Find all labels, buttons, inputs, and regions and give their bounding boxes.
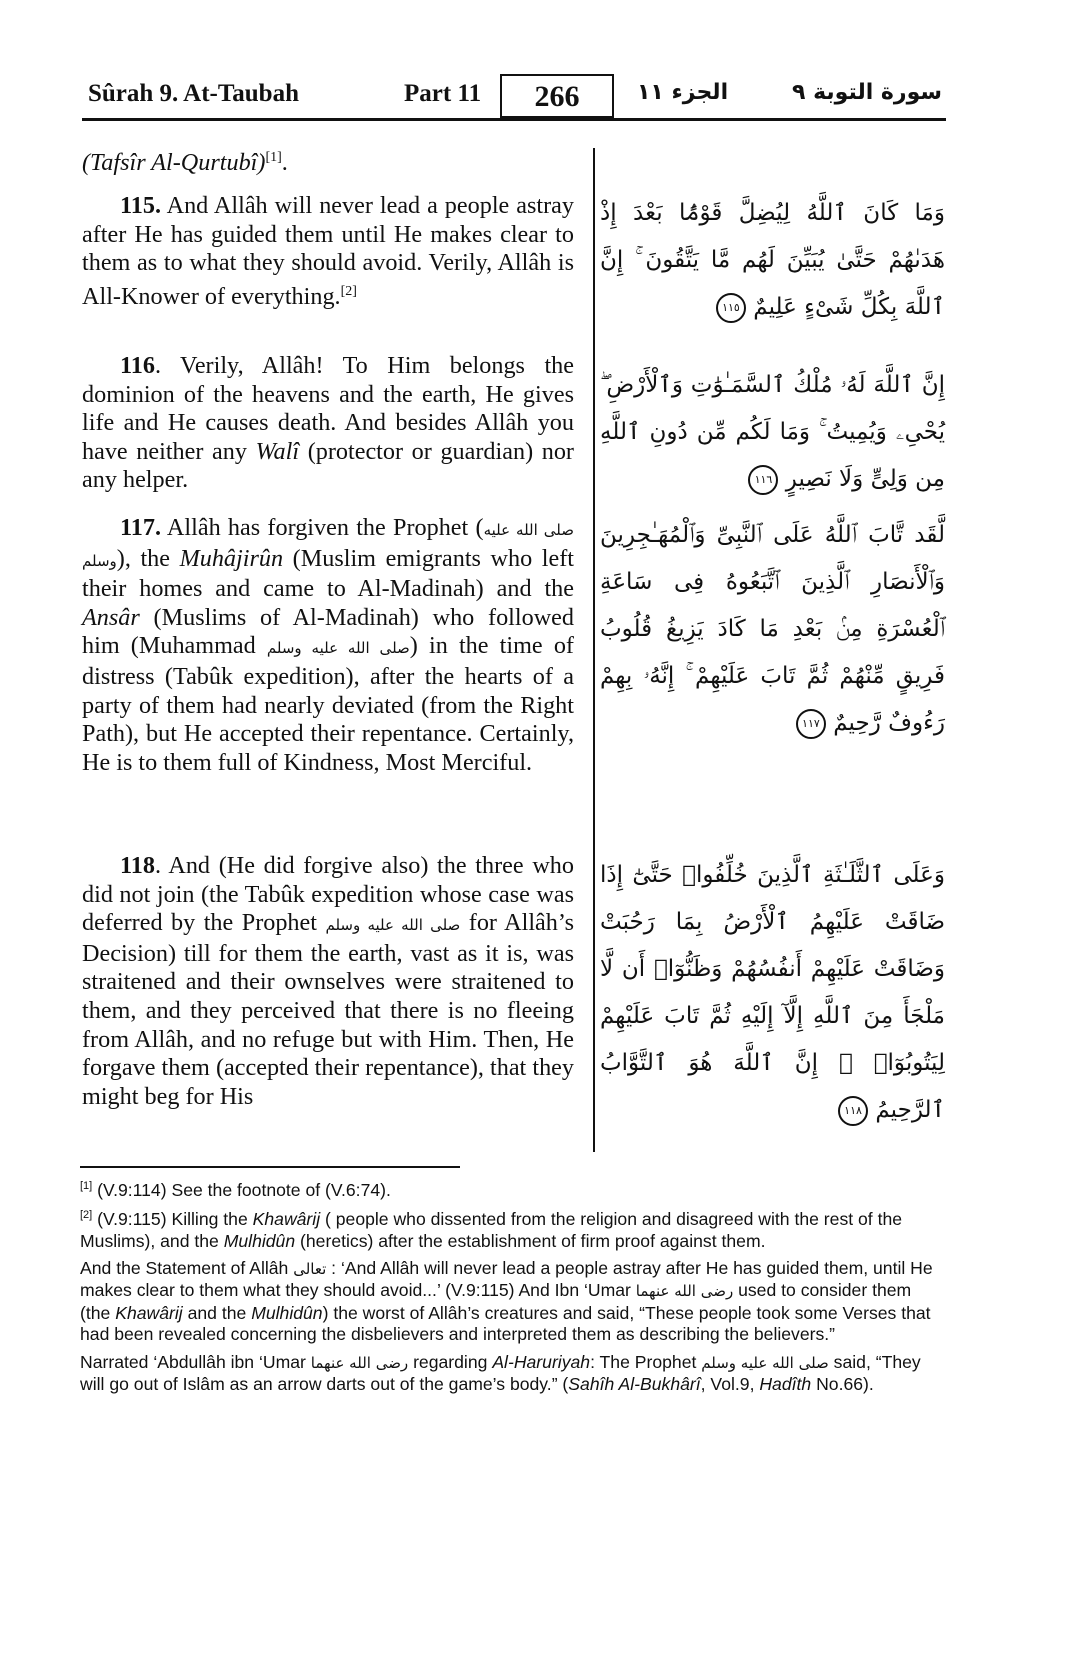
verse-115-arabic: وَمَا كَانَ ٱللَّهُ لِيُضِلَّ قَوْمًۢا بَعْدَ إِذْ هَدَىٰهُمْ حَتَّىٰ يُبَيِّنَ لَهُم مَّا يَتَّقُونَ ۚ إِنَّ ٱللَّهَ بِكُلِّ شَىْءٍ عَلِيمٌ ١١٥ bbox=[600, 190, 945, 331]
ayah-end-marker: ١١٥ bbox=[716, 293, 746, 323]
footnote-ref: [2] bbox=[340, 283, 357, 299]
juz-label-ar: الجزء ١١ bbox=[637, 80, 729, 105]
footnote-2-hadith: Narrated ‘Abdullâh ibn ‘Umar رضى الله عنهما regarding Al-Haruriyah: The Prophet صلى الله عليه وسلم said, “They will go out of Islâm as an arrow darts out of the game’s body.” (Sahîh Al-Bukhârî, Vol.9, Hadîth No.66). bbox=[80, 1351, 921, 1394]
salawat-glyph: صلى الله عليه وسلم bbox=[82, 521, 574, 570]
ayah-end-marker: ١١٦ bbox=[748, 465, 778, 495]
footnote-1: [1] (V.9:114) See the footnote of (V.6:74). bbox=[80, 1179, 391, 1200]
ayah-end-marker: ١١٨ bbox=[838, 1096, 868, 1126]
verse-117-arabic: لَّقَد تَّابَ ٱللَّهُ عَلَى ٱلنَّبِىِّ وَٱلْمُهَـٰجِرِينَ وَٱلْأَنصَارِ ٱلَّذِينَ ٱتَّبَعُوهُ فِى سَاعَةِ ٱلْعُسْرَةِ مِنۢ بَعْدِ مَا كَادَ يَزِيغُ قُلُوبُ فَرِيقٍ مِّنْهُمْ ثُمَّ تَابَ عَلَيْهِمْ ۚ إِنَّهُۥ بِهِمْ رَءُوفٌ رَّحِيمٌ ١١٧ bbox=[600, 512, 945, 747]
verse-116-translation: 116. Verily, Allâh! To Him belongs the dominion of the heavens and the earth, He gives life and He causes death. And besides Allâh you have neither any Walî (protector or guardian) nor any helper. bbox=[82, 352, 574, 494]
verse-116-arabic: إِنَّ ٱللَّهَ لَهُۥ مُلْكُ ٱلسَّمَـٰوَٰتِ وَٱلْأَرْضِ ۖ يُحْىِۦ وَيُمِيتُ ۚ وَمَا لَكُم مِّن دُونِ ٱللَّهِ مِن وَلِىٍّ وَلَا نَصِيرٍ ١١٦ bbox=[600, 362, 945, 503]
ayah-end-marker: ١١٧ bbox=[796, 709, 826, 739]
verse-number: 118 bbox=[120, 852, 155, 879]
footnote-2-statement: And the Statement of Allâh تعالى : ‘And Allâh will never lead a people astray after He has guided them, until He makes clear to them what they should avoid...’ (V.9:115) And Ibn ‘Umar رضى الله عنهما used to consider them (the Khawârij and the Mulhidûn) the worst of Allâh’s creatures and said, “These people took some Verses that had been revealed concerning the disbelievers and interpreted them as describing the believers.” bbox=[80, 1257, 933, 1345]
header-rule bbox=[82, 118, 946, 121]
intro-text: (Tafsîr Al-Qurtubî)[1]. bbox=[82, 149, 288, 177]
surah-title-en: Sûrah 9. At-Taubah bbox=[88, 80, 299, 107]
footnotes bbox=[80, 1176, 942, 1395]
verse-number: 116 bbox=[120, 352, 155, 379]
verse-number: 117. bbox=[120, 514, 161, 541]
salawat-glyph: صلى الله عليه وسلم bbox=[325, 916, 461, 935]
part-label: Part 11 bbox=[404, 80, 482, 107]
footnote-rule bbox=[80, 1166, 460, 1168]
page-header bbox=[82, 78, 942, 118]
verse-118-translation: 118. And (He did forgive also) the three who did not join (the Tabûk expedition whose case was deferred by the Prophet صلى الله عليه وسلم for Allâh’s Decision) till for them the earth, vast as it is, was straitened and their ownselves were straitened to them, and they perceived that there is no fleeing from Allâh, and no refuge but with Him. Then, He forgave them (accepted their repentance), that they might beg for His bbox=[82, 852, 574, 1110]
verse-117-translation: 117. Allâh has forgiven the Prophet (صلى الله عليه وسلم), the Muhâjirûn (Muslim emigrants who left their homes and came to Al-Madinah) and the Ansâr (Muslims of Al-Madinah) who followed him (Muhammad صلى الله عليه وسلم) in the time of distress (Tabûk expedition), after the hearts of a party of them had nearly deviated (from the Right Path), but He accepted their repentance. Certainly, He is to them full of Kindness, Most Merciful. bbox=[82, 514, 574, 776]
salawat-glyph: صلى الله عليه وسلم bbox=[266, 639, 410, 658]
verse-115-translation: 115. And Allâh will never lead a people astray after He has guided them until He makes clear to them as to what they should avoid. Verily, Allâh is All-Knower of everything.[2] bbox=[82, 192, 574, 310]
column-divider bbox=[593, 148, 595, 1152]
page-number: 266 bbox=[500, 74, 614, 118]
verse-number: 115. bbox=[120, 192, 161, 219]
surah-title-ar: سورة التوبة ٩ bbox=[791, 80, 942, 105]
verse-118-arabic: وَعَلَى ٱلثَّلَـٰثَةِ ٱلَّذِينَ خُلِّفُوا۟ حَتَّىٰٓ إِذَا ضَاقَتْ عَلَيْهِمُ ٱلْأَرْضُ بِمَا رَحُبَتْ وَضَاقَتْ عَلَيْهِمْ أَنفُسُهُمْ وَظَنُّوٓا۟ أَن لَّا مَلْجَأَ مِنَ ٱللَّهِ إِلَّآ إِلَيْهِ ثُمَّ تَابَ عَلَيْهِمْ لِيَتُوبُوٓا۟ ۚ إِنَّ ٱللَّهَ هُوَ ٱلتَّوَّابُ ٱلرَّحِيمُ ١١٨ bbox=[600, 852, 945, 1134]
footnote-2: [2] (V.9:115) Killing the Khawârij ( people who dissented from the religion and disagreed with the rest of the Muslims), and the Mulhidûn (heretics) after the establishment of firm proof against them. bbox=[80, 1209, 903, 1251]
